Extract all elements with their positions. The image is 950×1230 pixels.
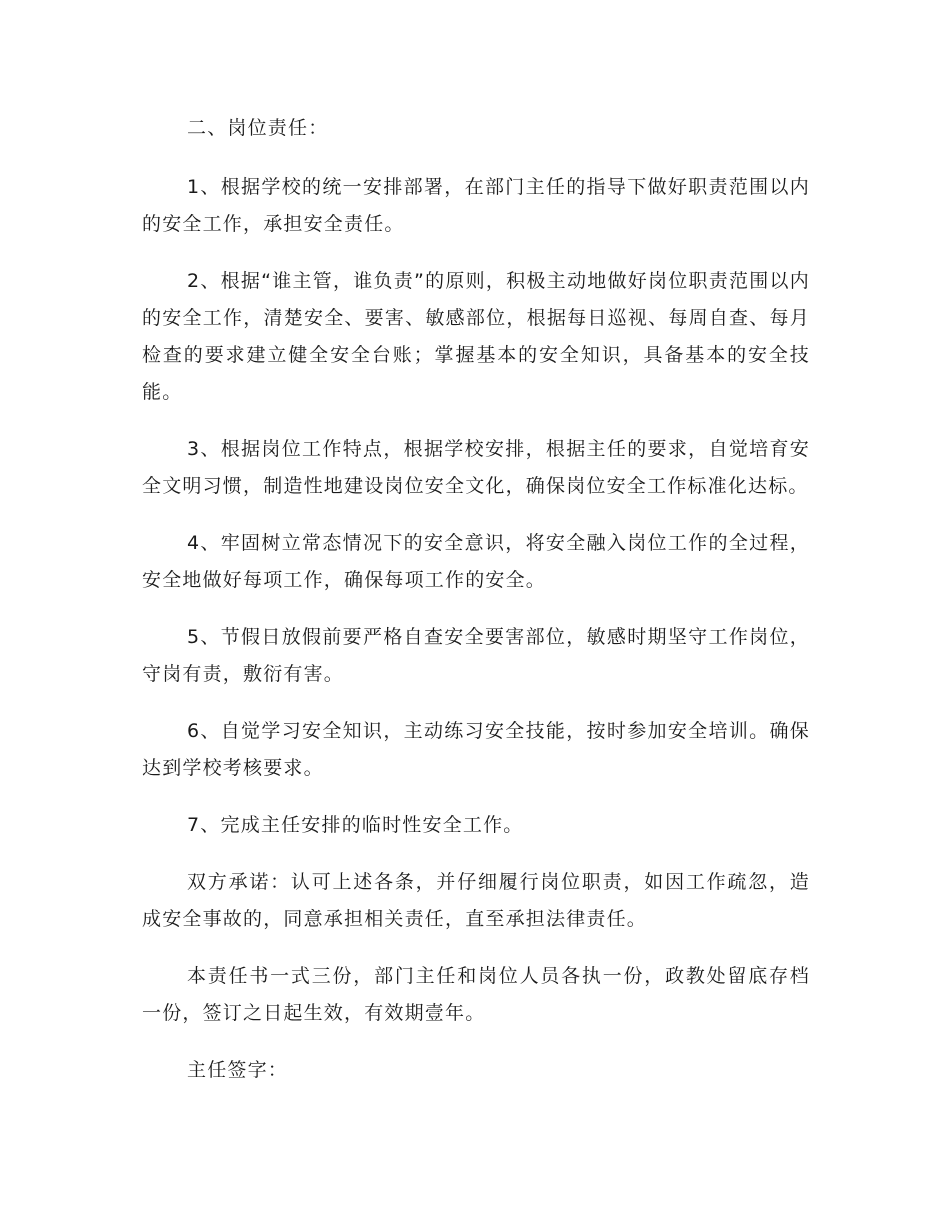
- copies-paragraph: 本责任书一式三份，部门主任和岗位人员各执一份，政教处留底存档一份，签订之日起生效，有效期壹年。: [142, 965, 810, 1024]
- responsibility-item-2: 2、根据“谁主管，谁负责”的原则，积极主动地做好岗位职责范围以内的安全工作，清楚安全、要害、敏感部位，根据每日巡视、每周自查、每月检查的要求建立健全安全台账；掌握基本的安全知识，具备基本的安全技能。: [142, 270, 810, 403]
- responsibility-item-5: 5、节假日放假前要严格自查安全要害部位，敏感时期坚守工作岗位，守岗有责，敷衍有害。: [142, 626, 810, 685]
- responsibility-item-7: 7、完成主任安排的临时性安全工作。: [187, 814, 524, 836]
- signature-label: 主任签字：: [187, 1059, 289, 1081]
- responsibility-item-1: 1、根据学校的统一安排部署，在部门主任的指导下做好职责范围以内的安全工作，承担安全责任。: [142, 176, 810, 235]
- responsibility-item-3: 3、根据岗位工作特点，根据学校安排，根据主任的要求，自觉培育安全文明习惯，制造性地建设岗位安全文化，确保岗位安全工作标准化达标。: [142, 438, 810, 497]
- section-heading: 二、岗位责任：: [187, 117, 329, 139]
- document-body: [142, 110, 810, 1109]
- responsibility-item-4: 4、牢固树立常态情况下的安全意识，将安全融入岗位工作的全过程，安全地做好每项工作，确保每项工作的安全。: [142, 532, 810, 591]
- commitment-paragraph: 双方承诺：认可上述各条，并仔细履行岗位职责，如因工作疏忽，造成安全事故的，同意承担相关责任，直至承担法律责任。: [142, 871, 810, 930]
- responsibility-item-6: 6、自觉学习安全知识，主动练习安全技能，按时参加安全培训。确保达到学校考核要求。: [142, 720, 810, 779]
